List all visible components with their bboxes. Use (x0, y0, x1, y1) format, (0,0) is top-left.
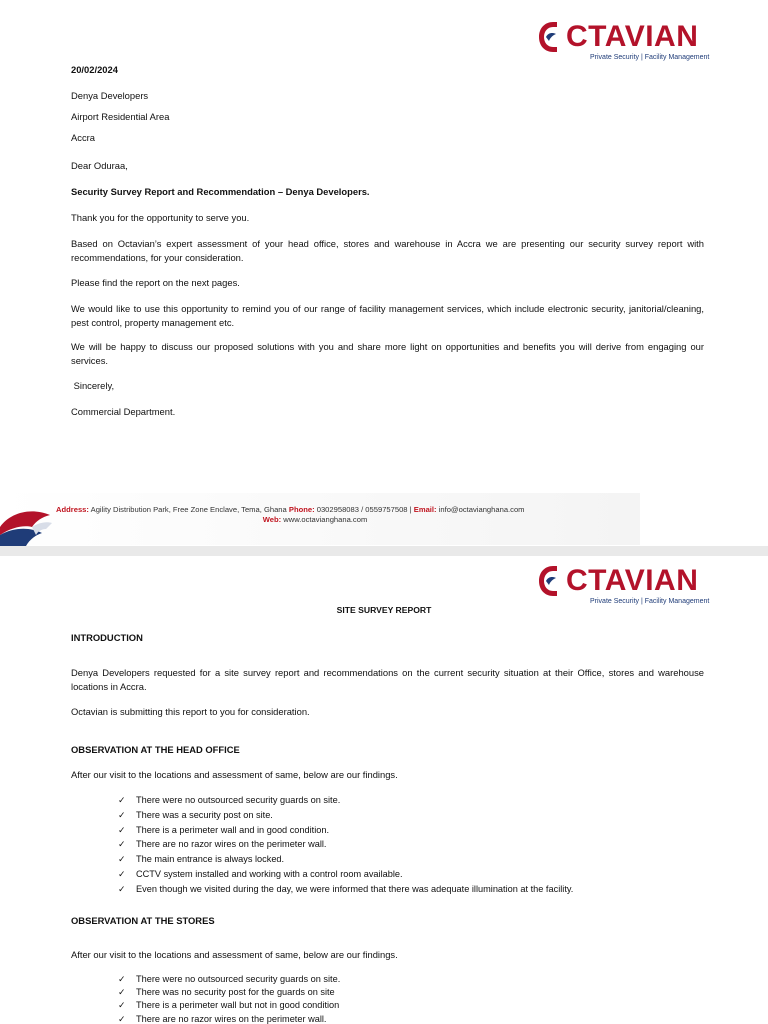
footer-email-label: Email: (413, 505, 437, 514)
list-item: ✓ The main entrance is always locked. (118, 852, 573, 867)
signature: Commercial Department. (71, 406, 176, 417)
list-item: ✓ There were no outsourced security guards on site. (118, 973, 340, 986)
address-line-3: Accra (71, 132, 95, 143)
intro-paragraph: Octavian is submitting this report to you for consideration. (71, 706, 310, 717)
eagle-icon (0, 505, 56, 546)
footer-address-label: Address: (56, 505, 89, 514)
letter-paragraph: We will be happy to discuss our proposed solutions with you and share more light on opportunities and benefits you will derive from engaging our services. (71, 341, 704, 366)
list-item: ✓ Even though we visited during the day, we were informed that there was adequate illumination at the facility. (118, 882, 573, 897)
octavian-logo (536, 562, 746, 608)
closing: Sincerely, (71, 380, 115, 391)
intro-heading: INTRODUCTION (71, 632, 143, 643)
shield-logo-icon (536, 564, 570, 598)
stores-heading: OBSERVATION AT THE STORES (71, 915, 215, 926)
list-item: ✓ There was a security post on site. (118, 808, 573, 823)
checkmark-icon: ✓ (118, 974, 126, 984)
footer-web-line (0, 515, 630, 524)
footer-contact-line (56, 505, 525, 514)
footer-phone: 0302958083 / 0559757508 (316, 505, 408, 514)
logo-tagline: Private Security | Facility Management (590, 598, 710, 605)
checkmark-icon: ✓ (118, 1000, 126, 1011)
checkmark-icon: ✓ (118, 883, 126, 894)
footer-separator: | (409, 505, 412, 514)
list-item: ✓ There were no outsourced security guards on site. (118, 793, 573, 808)
report-page (0, 556, 768, 1024)
address-line-2: Airport Residential Area (71, 111, 170, 122)
octavian-logo (536, 18, 746, 64)
head-office-findings (118, 793, 573, 897)
salutation: Dear Oduraa, (71, 160, 128, 171)
checkmark-icon: ✓ (118, 795, 126, 805)
checkmark-icon: ✓ (118, 987, 126, 998)
checkmark-icon: ✓ (118, 839, 126, 850)
letter-subject: Security Survey Report and Recommendation – Denya Developers. (71, 186, 370, 197)
intro-paragraph: Denya Developers requested for a site survey report and recommendations on the current security situation at their Office, stores and warehouse locations in Accra. (71, 667, 704, 692)
stores-findings (118, 973, 340, 1024)
list-item: ✓ There is a perimeter wall but not in good condition (118, 999, 340, 1012)
footer-phone-label: Phone: (288, 505, 315, 514)
checkmark-icon: ✓ (118, 809, 126, 820)
letter-footer (0, 493, 640, 545)
letter-paragraph: Thank you for the opportunity to serve you. (71, 212, 250, 223)
footer-web: www.octavianghana.com (283, 515, 368, 524)
letter-date: 20/02/2024 (71, 64, 118, 75)
list-item: ✓ There was no security post for the guards on site (118, 986, 340, 999)
list-item: ✓ There is a perimeter wall and in good condition. (118, 823, 573, 838)
head-office-lead: After our visit to the locations and assessment of same, below are our findings. (71, 769, 398, 780)
letter-paragraph: Based on Octavian’s expert assessment of your head office, stores and warehouse in Accra we are presenting our security survey report with recommendations, for your consideration. (71, 238, 704, 263)
shield-logo-icon (536, 20, 570, 54)
head-office-heading: OBSERVATION AT THE HEAD OFFICE (71, 744, 240, 755)
stores-lead: After our visit to the locations and assessment of same, below are our findings. (71, 949, 398, 960)
checkmark-icon: ✓ (118, 868, 126, 879)
report-title: SITE SURVEY REPORT (336, 605, 432, 615)
footer-email: info@octavianghana.com (438, 505, 525, 514)
logo-wordmark: CTAVIAN (566, 20, 699, 53)
checkmark-icon: ✓ (118, 824, 126, 835)
footer-address: Agility Distribution Park, Free Zone Enclave, Tema, Ghana (90, 505, 287, 514)
address-line-1: Denya Developers (71, 90, 149, 101)
letter-paragraph: We would like to use this opportunity to remind you of our range of facility management services, which include electronic security, janitorial/cleaning, pest control, property management etc. (71, 303, 704, 328)
checkmark-icon: ✓ (118, 854, 126, 865)
letter-paragraph: Please find the report on the next pages. (71, 277, 240, 288)
logo-wordmark: CTAVIAN (566, 564, 699, 597)
list-item: ✓ There are no razor wires on the perimeter wall. (118, 1013, 340, 1024)
checkmark-icon: ✓ (118, 1013, 126, 1024)
footer-web-label: Web: (262, 515, 282, 524)
list-item: ✓ There are no razor wires on the perimeter wall. (118, 837, 573, 852)
logo-tagline: Private Security | Facility Management (590, 54, 710, 61)
list-item: ✓ CCTV system installed and working with a control room available. (118, 867, 573, 882)
